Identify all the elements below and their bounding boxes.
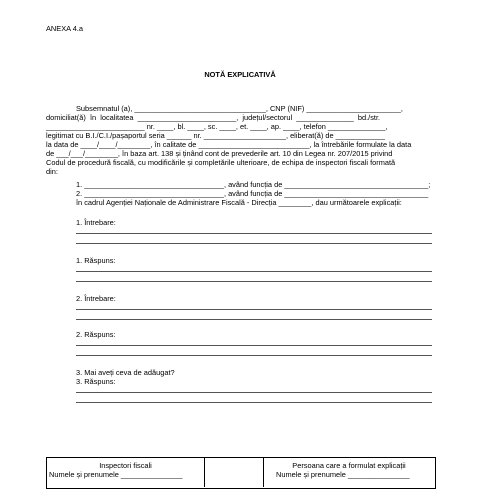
signature-right-name[interactable]: Numele și prenumele _______________	[276, 470, 410, 479]
answer-line[interactable]	[76, 243, 432, 244]
question-3-label: 3. Mai aveți ceva de adăugat?	[76, 368, 175, 377]
annex-label: ANEXA 4.a	[46, 24, 83, 33]
body-line-8: din:	[46, 167, 58, 176]
answer-line[interactable]	[76, 355, 432, 356]
answer-line[interactable]	[76, 309, 432, 310]
body-line-2: domiciliat(ă) în localitatea ________________________, județul/sectorul ______________ bd./str.	[46, 113, 381, 122]
body-line-9: 1. __________________________________, având funcția de ___________________________________;	[76, 180, 431, 189]
body-line-4: legitimat cu B.I./C.I./pașaportul seria ______ nr. ____________________, eliberat(ă) de ____________	[46, 131, 385, 140]
response-3-label: 3. Răspuns:	[76, 377, 116, 386]
signature-divider-left	[204, 457, 205, 487]
answer-line[interactable]	[76, 392, 432, 393]
question-1-label: 1. Întrebare:	[76, 218, 116, 227]
question-2-label: 2. Întrebare:	[76, 294, 116, 303]
answer-line[interactable]	[76, 345, 432, 346]
answer-line[interactable]	[76, 271, 432, 272]
response-1-label: 1. Răspuns:	[76, 256, 116, 265]
answer-line[interactable]	[76, 402, 432, 403]
body-line-5: la data de ____/____/________, în calitate de ___________________________, la întrebările formulate la data	[46, 140, 412, 149]
answer-line[interactable]	[76, 281, 432, 282]
body-line-10: 2. __________________________________, având funcția de ___________________________________	[76, 189, 429, 198]
response-2-label: 2. Răspuns:	[76, 330, 116, 339]
body-line-7: Codul de procedură fiscală, cu modificările și completările ulterioare, de echipa de inspectori fiscali formată	[46, 158, 396, 167]
document-title: NOTĂ EXPLICATIVĂ	[204, 70, 276, 79]
body-line-11: în cadrul Agenției Naționale de Administrare Fiscală - Direcția ________, dau următoarele explicații:	[76, 198, 402, 207]
body-line-6: de ___/___/________, în baza art. 138 și ținând cont de prevederile art. 10 din Legea nr. 207/2015 privind	[46, 149, 393, 158]
signature-left-name[interactable]: Numele și prenumele _______________	[49, 470, 183, 479]
body-line-1: Subsemnatul (a), ________________________________, CNP (NIF) _______________________,	[76, 104, 403, 113]
signature-right-title: Persoana care a formulat explicații	[292, 461, 406, 470]
answer-line[interactable]	[76, 233, 432, 234]
body-line-3: ________________________ nr. ____, bl. ____, sc. ____, et. ____, ap. ____, telefon ______________,	[46, 122, 388, 131]
signature-left-title: Inspectori fiscali	[99, 461, 152, 470]
answer-line[interactable]	[76, 319, 432, 320]
